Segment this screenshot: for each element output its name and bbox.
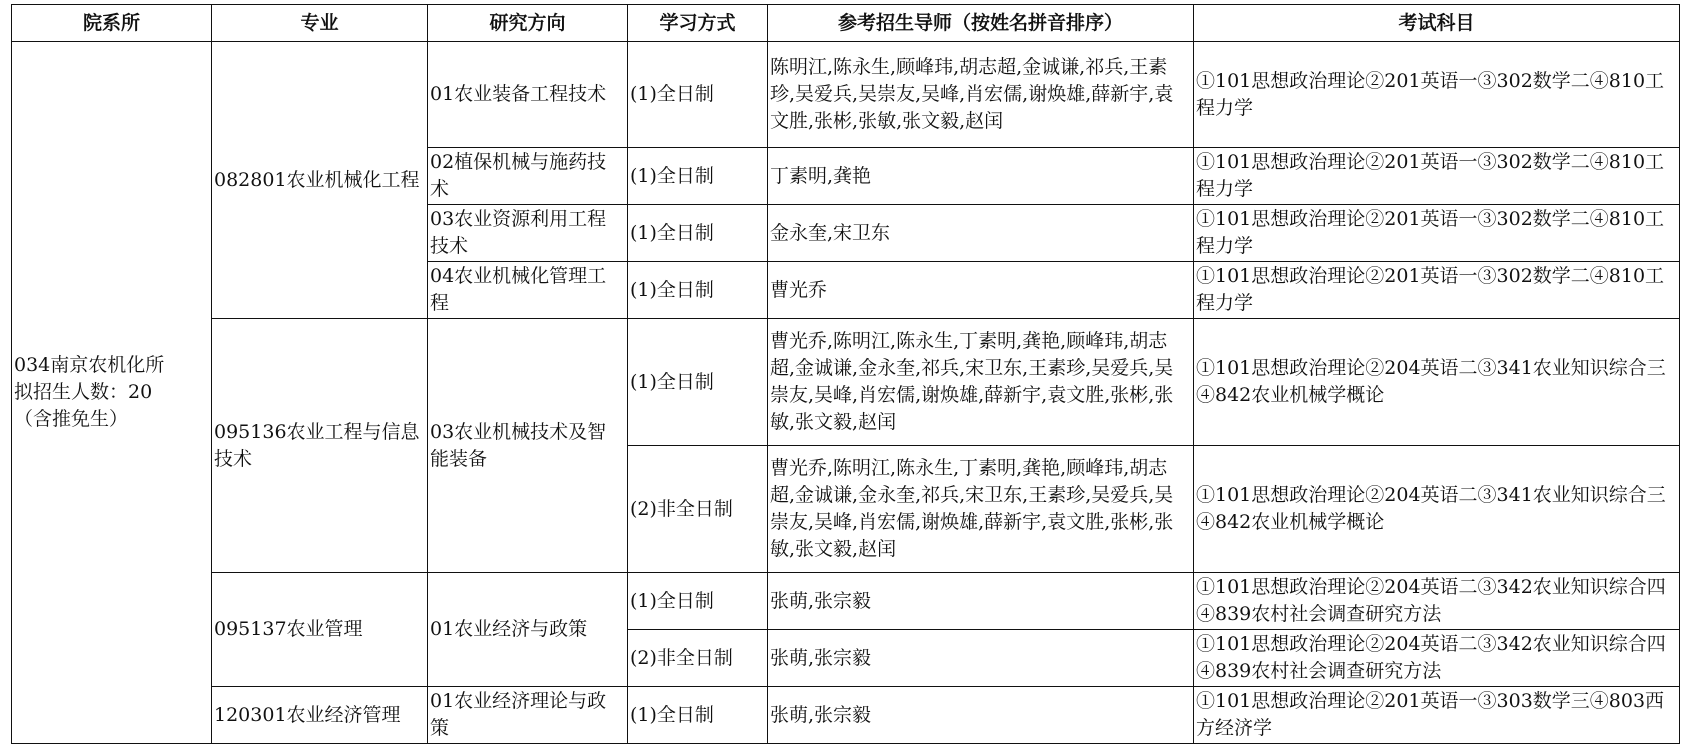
- table-row: [12, 319, 1680, 446]
- major-cell: 082801农业机械化工程: [212, 42, 428, 319]
- table-row: [12, 573, 1680, 630]
- subjects-cell: ①101思想政治理论②204英语二③341农业知识综合三④842农业机械学概论: [1194, 319, 1680, 446]
- mode-cell: (1)全日制: [628, 205, 768, 262]
- advisors-cell: 陈明江,陈永生,顾峰玮,胡志超,金诚谦,祁兵,王素珍,吴爱兵,吴崇友,吴峰,肖宏儒,谢焕雄,薛新宇,袁文胜,张彬,张敏,张文毅,赵闰: [768, 42, 1194, 148]
- direction-cell: 01农业经济与政策: [428, 573, 628, 687]
- mode-cell: (2)非全日制: [628, 630, 768, 687]
- header-direction: 研究方向: [428, 5, 628, 42]
- header-mode: 学习方式: [628, 5, 768, 42]
- subjects-cell: ①101思想政治理论②204英语二③342农业知识综合四④839农村社会调查研究方法: [1194, 630, 1680, 687]
- mode-cell: (1)全日制: [628, 148, 768, 205]
- header-major: 专业: [212, 5, 428, 42]
- advisors-cell: 曹光乔: [768, 262, 1194, 319]
- direction-cell: 01农业装备工程技术: [428, 42, 628, 148]
- header-department: 院系所: [12, 5, 212, 42]
- major-cell: 120301农业经济管理: [212, 687, 428, 744]
- advisors-cell: 张萌,张宗毅: [768, 573, 1194, 630]
- mode-cell: (1)全日制: [628, 573, 768, 630]
- department-note: （含推免生）: [14, 408, 129, 430]
- direction-cell: 04农业机械化管理工程: [428, 262, 628, 319]
- direction-cell: 03农业机械技术及智能装备: [428, 319, 628, 573]
- direction-cell: 03农业资源利用工程技术: [428, 205, 628, 262]
- table-row: [12, 42, 1680, 148]
- subjects-cell: ①101思想政治理论②201英语一③302数学二④810工程力学: [1194, 148, 1680, 205]
- advisors-cell: 金永奎,宋卫东: [768, 205, 1194, 262]
- header-advisors: 参考招生导师（按姓名拼音排序）: [768, 5, 1194, 42]
- mode-cell: (1)全日制: [628, 687, 768, 744]
- header-subjects: 考试科目: [1194, 5, 1680, 42]
- subjects-cell: ①101思想政治理论②204英语二③341农业知识综合三④842农业机械学概论: [1194, 446, 1680, 573]
- subjects-cell: ①101思想政治理论②201英语一③302数学二④810工程力学: [1194, 262, 1680, 319]
- subjects-cell: ①101思想政治理论②201英语一③302数学二④810工程力学: [1194, 205, 1680, 262]
- subjects-cell: ①101思想政治理论②201英语一③302数学二④810工程力学: [1194, 42, 1680, 148]
- subjects-cell: ①101思想政治理论②204英语二③342农业知识综合四④839农村社会调查研究方法: [1194, 573, 1680, 630]
- mode-cell: (1)全日制: [628, 262, 768, 319]
- major-cell: 095137农业管理: [212, 573, 428, 687]
- department-quota: 拟招生人数：20: [14, 381, 153, 403]
- advisors-cell: 张萌,张宗毅: [768, 687, 1194, 744]
- direction-cell: 02植保机械与施药技术: [428, 148, 628, 205]
- header-row: [12, 5, 1680, 42]
- advisors-cell: 丁素明,龚艳: [768, 148, 1194, 205]
- major-cell: 095136农业工程与信息技术: [212, 319, 428, 573]
- department-cell: [12, 42, 212, 744]
- direction-cell: 01农业经济理论与政策: [428, 687, 628, 744]
- advisors-cell: 曹光乔,陈明江,陈永生,丁素明,龚艳,顾峰玮,胡志超,金诚谦,金永奎,祁兵,宋卫东,王素珍,吴爱兵,吴崇友,吴峰,肖宏儒,谢焕雄,薛新宇,袁文胜,张彬,张敏,张文毅,赵闰: [768, 319, 1194, 446]
- mode-cell: (1)全日制: [628, 319, 768, 446]
- subjects-cell: ①101思想政治理论②201英语一③303数学三④803西方经济学: [1194, 687, 1680, 744]
- advisors-cell: 张萌,张宗毅: [768, 630, 1194, 687]
- advisors-cell: 曹光乔,陈明江,陈永生,丁素明,龚艳,顾峰玮,胡志超,金诚谦,金永奎,祁兵,宋卫东,王素珍,吴爱兵,吴崇友,吴峰,肖宏儒,谢焕雄,薛新宇,袁文胜,张彬,张敏,张文毅,赵闰: [768, 446, 1194, 573]
- table-row: [12, 687, 1680, 744]
- admissions-table: [11, 4, 1680, 744]
- mode-cell: (2)非全日制: [628, 446, 768, 573]
- department-name: 034南京农机化所: [14, 354, 165, 376]
- mode-cell: (1)全日制: [628, 42, 768, 148]
